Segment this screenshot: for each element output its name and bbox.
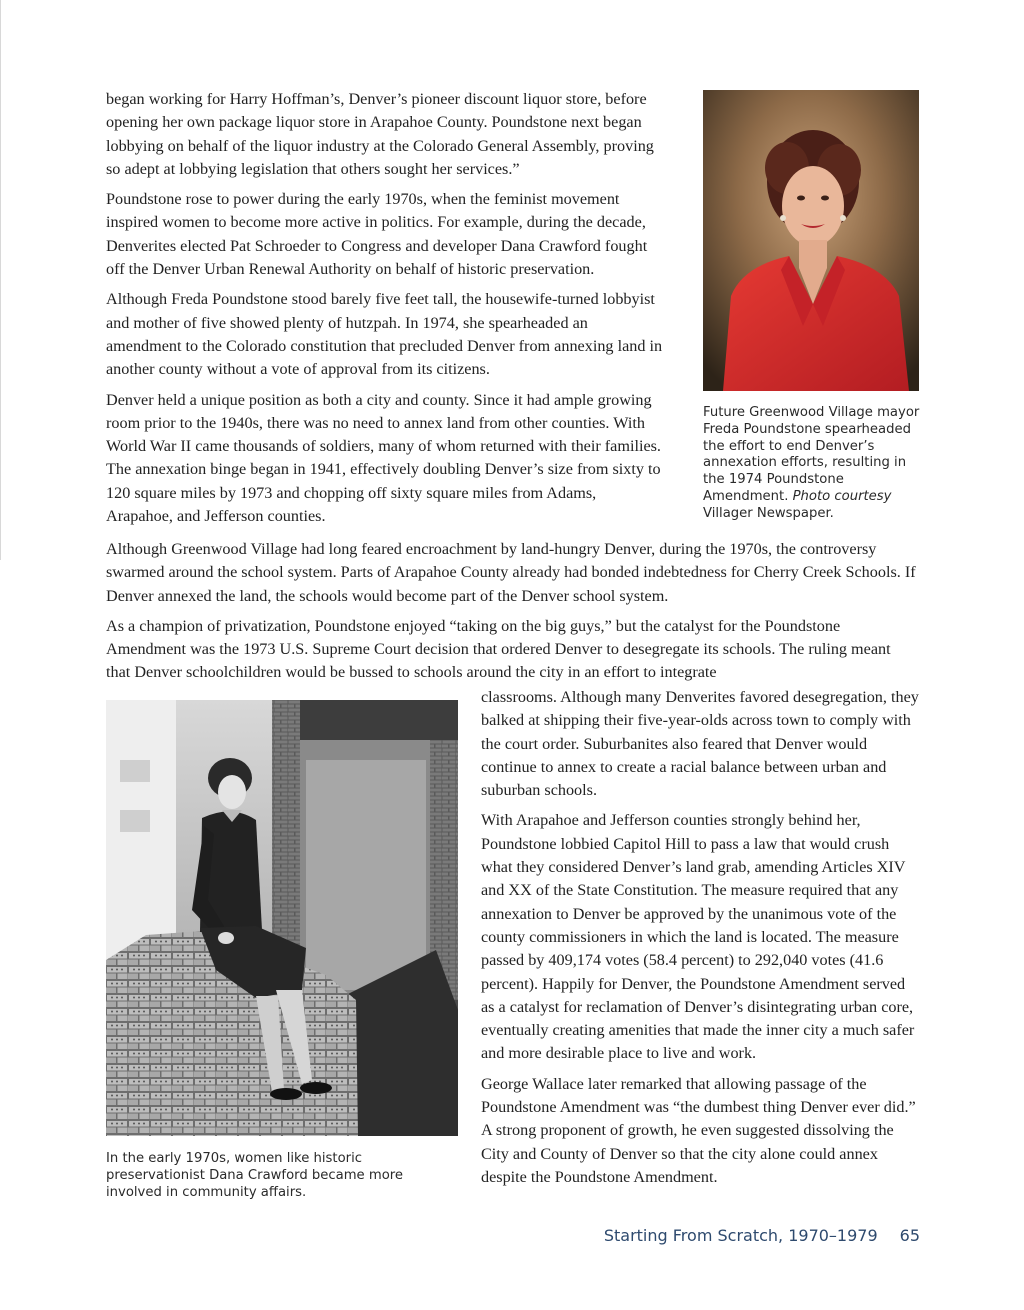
paragraph: began working for Harry Hoffman’s, Denver’s pioneer discount liquor store, before opening her own package liquor store in Arapahoe County. Poundstone next began lobbying on behalf of the liquor industry at the Colorado General Assembly, proving so adept at lobbying legislation that others sought her services.” <box>106 90 654 178</box>
paragraph: Although Greenwood Village had long feared encroachment by land-hungry Denver, during the 1970s, the controversy swarmed around the school system. Parts of Arapahoe County already had bonded indebtedness for Cherry Creek Schools. If Denver annexed the land, the schools would become part of the Denver school system. <box>106 540 916 605</box>
portrait-photo-image <box>703 90 919 391</box>
running-title: Starting From Scratch, 1970–1979 <box>603 1226 878 1245</box>
caption-credit: Photo courtesy <box>792 488 892 504</box>
paragraph: Poundstone rose to power during the early 1970s, when the feminist movement inspired women to become more active in politics. For example, during the decade, Denverites elected Pat Schroeder to Congress and developer Dana Crawford fought off the Denver Urban Renewal Authority on behalf of historic preservation. <box>106 190 648 279</box>
full-width-text <box>106 538 918 692</box>
photo-caption <box>106 1151 446 1201</box>
dana-crawford-photo <box>106 700 458 1136</box>
caption-main: Future Greenwood Village mayor Freda Poundstone spearheaded the effort to end Denver’s annexation efforts, resulting in the 1974 Poundstone Amendment. <box>703 405 920 504</box>
page-edge-divider <box>0 0 1 560</box>
freda-poundstone-portrait <box>703 90 919 391</box>
page-number: 65 <box>899 1226 920 1245</box>
page-footer <box>560 1226 920 1245</box>
caption-text: In the early 1970s, women like historic preservationist Dana Crawford became more involved in community affairs. <box>106 1151 404 1200</box>
top-text-column <box>106 88 666 535</box>
paragraph: With Arapahoe and Jefferson counties strongly behind her, Poundstone lobbied Capitol Hill to pass a law that would crush what they considered Denver’s land grab, amending Articles XIV and XX of the State Constitution. The measure required that any annexation to Denver be approved by the unanimous vote of the county commissioners in which the land is located. The measure passed by 409,174 votes (58.4 percent) to 292,040 votes (41.6 percent). Happily for Denver, the Poundstone Amendment served as a catalyst for reclamation of Denver’s disintegrating urban core, eventually creating amenities that made the inner city a much safer and more desirable place to live and work. <box>481 811 915 1063</box>
paragraph: George Wallace later remarked that allowing passage of the Poundstone Amendment was “the dumbest thing Denver ever did.” A strong proponent of growth, he even suggested dissolving the City and County of Denver so that the city alone could annex despite the Poundstone Amendment. <box>481 1074 916 1186</box>
caption-source: Villager Newspaper. <box>703 505 834 521</box>
right-text-column <box>481 686 921 1196</box>
caption-text <box>703 405 923 523</box>
bw-photo-image <box>106 700 458 1136</box>
paragraph: classrooms. Although many Denverites favored desegregation, they balked at shipping their five-year-olds across town to comply with the court order. Suburbanites also feared that Denver would continue to annex to create a racial balance between urban and suburban schools. <box>481 688 919 800</box>
paragraph: Denver held a unique position as both a city and county. Since it had ample growing room prior to the 1940s, there was no need to annex land from other counties. With World War II came thousands of soldiers, many of whom returned with their families. The annexation binge began in 1941, effectively doubling Denver’s size from sixty to 120 square miles by 1973 and chopping off sixty square miles from Adams, Arapahoe, and Jefferson counties. <box>106 390 661 526</box>
paragraph: Although Freda Poundstone stood barely five feet tall, the housewife-turned lobbyist and mother of five showed plenty of hutzpah. In 1974, she spearheaded an amendment to the Colorado constitution that precluded Denver from annexing land in another county without a vote of approval from its citizens. <box>106 290 663 379</box>
portrait-caption <box>703 405 923 523</box>
paragraph: As a champion of privatization, Poundstone enjoyed “taking on the big guys,” but the catalyst for the Poundstone Amendment was the 1973 U.S. Supreme Court decision that ordered Denver to desegregate its schools. The ruling meant that Denver schoolchildren would be bussed to schools around the city in an effort to integrate <box>106 616 891 682</box>
